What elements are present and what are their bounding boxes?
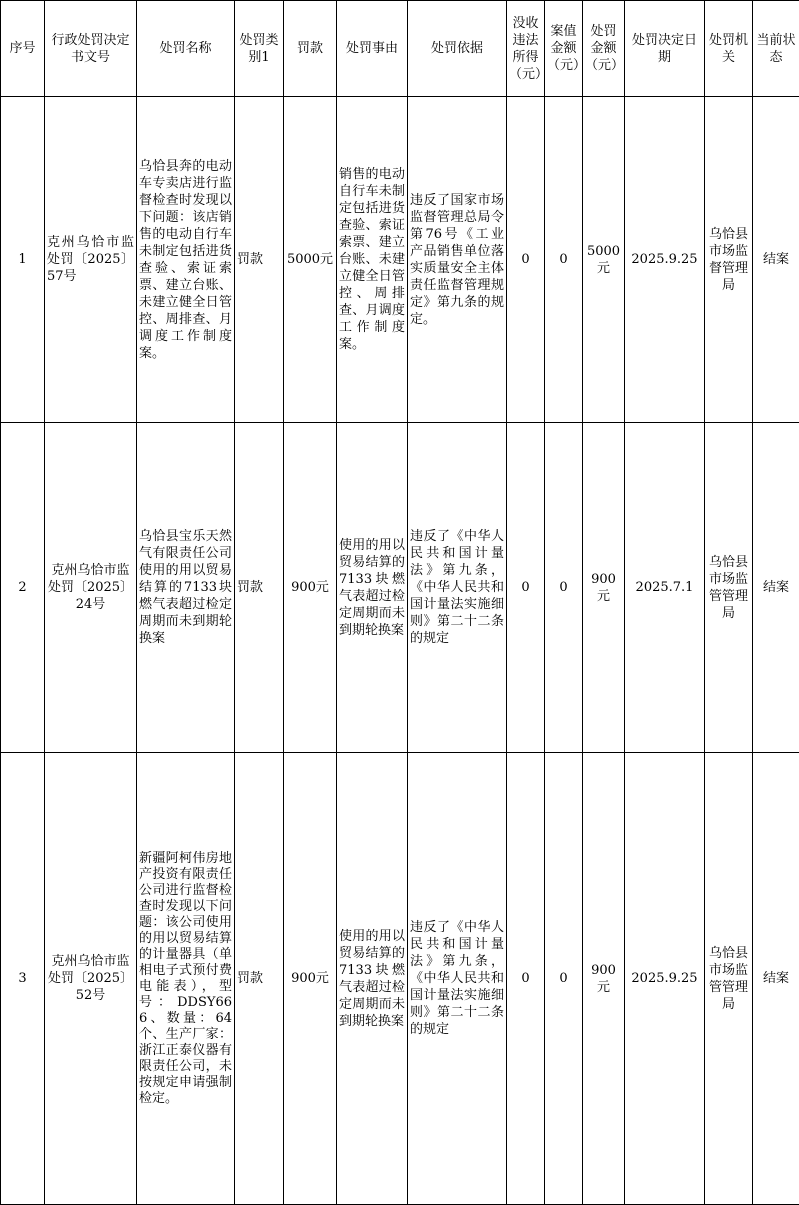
cell-case-value: 0 (545, 753, 583, 1205)
cell-case-value: 0 (545, 97, 583, 423)
cell-fine: 5000元 (284, 97, 337, 423)
cell-status: 结案 (753, 753, 799, 1205)
cell-status: 结案 (753, 423, 799, 753)
table-row (1, 97, 799, 423)
cell-authority: 乌恰县市场监督管理局 (705, 97, 753, 423)
cell-confiscated: 0 (507, 423, 545, 753)
cell-penalty-amount: 900元 (583, 753, 625, 1205)
cell-penalty-amount: 900元 (583, 423, 625, 753)
cell-basis: 违反了《中华人民共和国计量法》第九条，《中华人民共和国计量法实施细则》第二十二条的规定 (408, 753, 507, 1205)
cell-basis: 违反了《中华人民共和国计量法》第九条，《中华人民共和国计量法实施细则》第二十二条的规定 (408, 423, 507, 753)
cell-reason: 使用的用以贸易结算的7133块燃气表超过检定周期而未到期轮换案 (337, 423, 408, 753)
cell-name: 乌恰县奔的电动车专卖店进行监督检查时发现以下问题：该店销售的电动自行车未制定包括进货查验、索证索票、建立台账、未建立健全日管控、周排查、月调度工作制度案。 (137, 97, 235, 423)
cell-case-value: 0 (545, 423, 583, 753)
header-no: 序号 (1, 1, 45, 97)
header-status: 当前状态 (753, 1, 799, 97)
cell-doc-no: 克州乌恰市监处罚〔2025〕24号 (45, 423, 137, 753)
header-fine: 罚款 (284, 1, 337, 97)
cell-date: 2025.7.1 (625, 423, 705, 753)
cell-penalty-amount: 5000元 (583, 97, 625, 423)
header-name: 处罚名称 (137, 1, 235, 97)
cell-fine: 900元 (284, 753, 337, 1205)
header-reason: 处罚事由 (337, 1, 408, 97)
cell-authority: 乌恰县市场监管管理局 (705, 423, 753, 753)
cell-category: 罚款 (235, 423, 284, 753)
cell-confiscated: 0 (507, 753, 545, 1205)
cell-reason: 销售的电动自行车未制定包括进货查验、索证索票、建立台账、未建立健全日管控、周排查、月调度工作制度案。 (337, 97, 408, 423)
header-case-value: 案值金额（元） (545, 1, 583, 97)
header-authority: 处罚机关 (705, 1, 753, 97)
cell-confiscated: 0 (507, 97, 545, 423)
table-row (1, 423, 799, 753)
header-date: 处罚决定日期 (625, 1, 705, 97)
cell-no: 1 (1, 97, 45, 423)
cell-doc-no: 克州乌恰市监处罚〔2025〕57号 (45, 97, 137, 423)
cell-name: 乌恰县宝乐天然气有限责任公司使用的用以贸易结算的7133块燃气表超过检定周期而未到期轮换案 (137, 423, 235, 753)
header-row (1, 1, 799, 97)
header-category: 处罚类别1 (235, 1, 284, 97)
cell-category: 罚款 (235, 97, 284, 423)
cell-date: 2025.9.25 (625, 97, 705, 423)
cell-category: 罚款 (235, 753, 284, 1205)
cell-date: 2025.9.25 (625, 753, 705, 1205)
cell-fine: 900元 (284, 423, 337, 753)
cell-authority: 乌恰县市场监管管理局 (705, 753, 753, 1205)
cell-name: 新疆阿柯伟房地产投资有限责任公司进行监督检查时发现以下问题：该公司使用的用以贸易结算的计量器具（单相电子式预付费电能表），型号：DDSY666、数量：64个、生产厂家：浙江正泰仪器有限责任公司，未按规定申请强制检定。 (137, 753, 235, 1205)
cell-no: 3 (1, 753, 45, 1205)
cell-doc-no: 克州乌恰市监处罚〔2025〕52号 (45, 753, 137, 1205)
header-confiscated: 没收违法所得（元） (507, 1, 545, 97)
header-doc-no: 行政处罚决定书文号 (45, 1, 137, 97)
cell-no: 2 (1, 423, 45, 753)
header-basis: 处罚依据 (408, 1, 507, 97)
table-row (1, 753, 799, 1205)
cell-status: 结案 (753, 97, 799, 423)
cell-basis: 违反了国家市场监督管理总局令第76号《工业产品销售单位落实质量安全主体责任监督管理规定》第九条的规定。 (408, 97, 507, 423)
cell-reason: 使用的用以贸易结算的7133块燃气表超过检定周期而未到期轮换案 (337, 753, 408, 1205)
header-penalty-amount: 处罚金额（元） (583, 1, 625, 97)
